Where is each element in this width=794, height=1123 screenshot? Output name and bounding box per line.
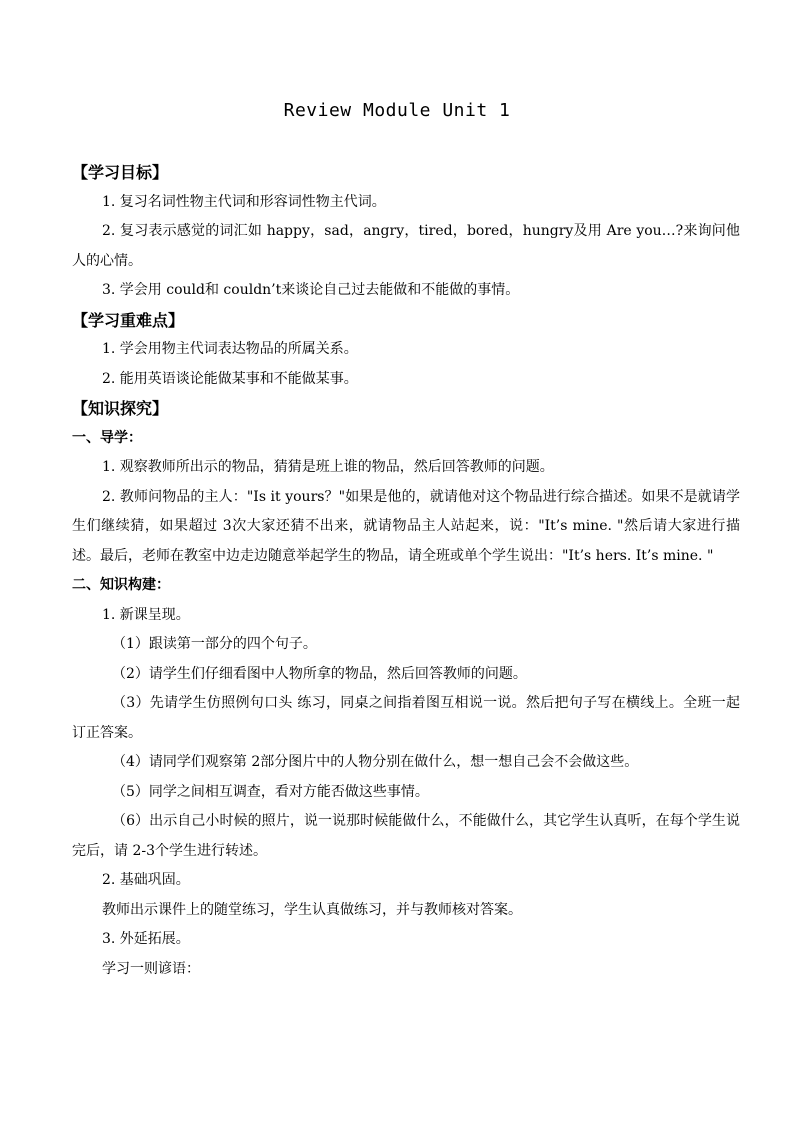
construction-step-3-text: 学习一则谚语：	[102, 960, 200, 977]
key-point-item-1: 1. 学会用物主代词表达物品的所属关系。	[102, 341, 358, 357]
guide-heading: 一、导学：	[72, 429, 142, 446]
objective-item-2: 2. 复习表示感觉的词汇如 happy，sad，angry，tired，bored，hungry及用 Are you…?来询问他人的心情。	[72, 223, 740, 269]
construction-sub-item-3: （3）先请学生仿照例句口头 练习，同桌之间指着图互相说一说。然后把句子写在横线上。全班一起订正答案。	[72, 695, 740, 741]
construction-sub-item-4: （4）请同学们观察第 2部分图片中的人物分别在做什么，想一想自己会不会做这些。	[112, 754, 639, 770]
exploration-heading: 【知识探究】	[72, 399, 169, 418]
document-body	[72, 158, 740, 984]
construction-sub-item-6: （6）出示自己小时候的照片，说一说那时候能做什么，不能做什么，其它学生认真听，在每个学生说完后，请 2-3个学生进行转述。	[72, 813, 740, 859]
key-point-item-2: 2. 能用英语谈论能做某事和不能做某事。	[102, 370, 358, 387]
construction-sub-item-5: （5）同学之间相互调查，看对方能否做这些事情。	[112, 783, 429, 800]
construction-sub-item-2: （2）请学生们仔细看图中人物所拿的物品，然后回答教师的问题。	[112, 665, 527, 682]
construction-heading: 二、知识构建：	[72, 577, 170, 593]
objectives-heading: 【学习目标】	[72, 163, 169, 182]
construction-step-2: 2. 基础巩固。	[102, 872, 190, 888]
construction-step-2-text: 教师出示课件上的随堂练习，学生认真做练习，并与教师核对答案。	[102, 901, 522, 918]
document-title: Review Module Unit 1	[283, 100, 511, 121]
construction-step-3: 3. 外延拓展。	[102, 931, 190, 947]
guide-item-2: 2. 教师问物品的主人："Is it yours？"如果是他的，就请他对这个物品进行综合描述。如果不是就请学生们继续猜，如果超过 3次大家还猜不出来，就请物品主人站起来，说："It’s mine. "然后请大家进行描述。最后，老师在教室中边走边随意举起学生的物品，请全班或单个学生说出："It’s hers. It’s mine. "	[72, 488, 740, 564]
construction-sub-item-1: （1）跟读第一部分的四个句子。	[112, 636, 317, 652]
objective-item-3: 3. 学会用 could和 couldn’t来谈论自己过去能做和不能做的事情。	[102, 282, 520, 298]
key-points-heading: 【学习重难点】	[72, 310, 185, 330]
construction-step-1: 1. 新课呈现。	[102, 606, 190, 623]
guide-item-1: 1. 观察教师所出示的物品，猜猜是班上谁的物品，然后回答教师的问题。	[102, 459, 554, 475]
objective-item-1: 1. 复习名词性物主代词和形容词性物主代词。	[102, 193, 386, 210]
